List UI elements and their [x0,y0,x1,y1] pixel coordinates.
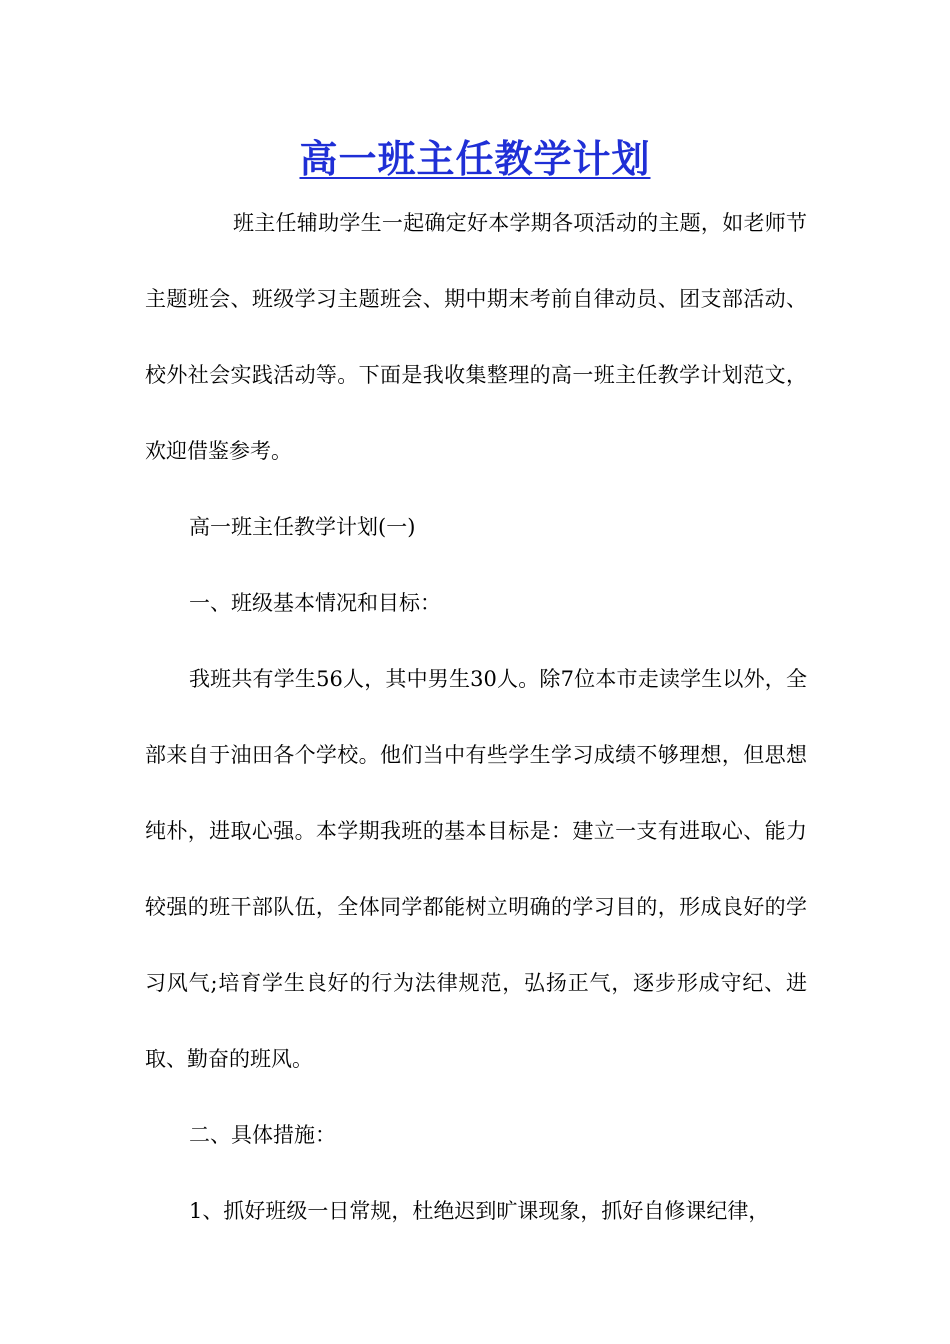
body-paragraph: 我班共有学生56人，其中男生30人。除7位本市走读学生以外，全部来自于油田各个学校。他们当中有些学生学习成绩不够理想，但思想纯朴，进取心强。本学期我班的基本目标是：建立一支有进取心、能力较强的班干部队伍，全体同学都能树立明确的学习目的，形成良好的学习风气;培育学生良好的行为法律规范，弘扬正气，逐步形成守纪、进取、勤奋的班风。 [145,667,807,1071]
intro-paragraph: 班主任辅助学生一起确定好本学期各项活动的主题，如老师节主题班会、班级学习主题班会、期中期末考前自律动员、团支部活动、校外社会实践活动等。下面是我收集整理的高一班主任教学计划范文，欢迎借鉴参考。 [145,211,807,463]
document-body [145,185,807,1249]
subsection-heading: 一、班级基本情况和目标： [189,591,441,615]
document-title[interactable]: 高一班主任教学计划 [299,136,651,181]
subsection-heading: 二、具体措施： [189,1123,336,1147]
list-item: 1、抓好班级一日常规，杜绝迟到旷课现象，抓好自修课纪律， [189,1199,770,1223]
section-heading: 高一班主任教学计划(一) [189,515,416,539]
